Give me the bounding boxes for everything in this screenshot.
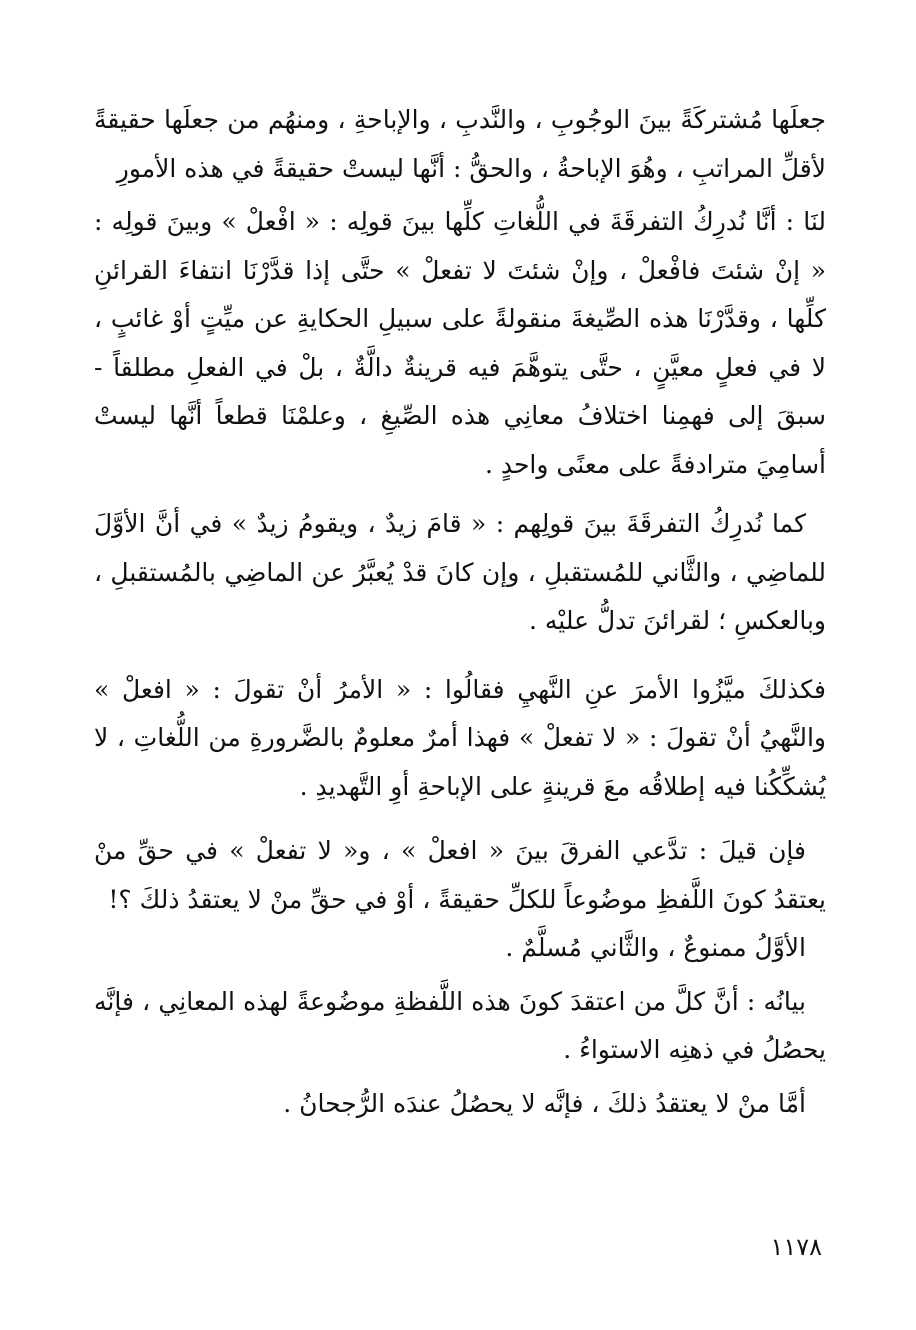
paragraph-7: بيانُه : أنَّ كلَّ من اعتقدَ كونَ هذه اللَّفظةِ موضُوعةً لهذه المعانِي ، فإنَّه يحصُلُ في ذهنِه الاستواءُ . [94,986,826,1064]
paragraph-2: لنَا : أنَّا نُدرِكُ التفرقَةَ في اللُّغاتِ كلِّها بينَ قولِه : « افْعلْ » وبينَ قولِه : « إنْ شئتَ فافْعلْ ، وإنْ شئتَ لا تفعلْ » حتَّى إذا قدَّرْنَا انتفاءَ القرائنِ كلِّها ، وقدَّرْنَا هذه الصِّيغةَ منقولةً على سبيلِ الحكايةِ عن ميِّتٍ أوْ غائبٍ ، لا في فعلٍ معيَّنٍ ، حتَّى يتوهَّمَ فيه قرينةٌ دالَّةٌ ، بلْ في الفعلِ مطلقاً - سبقَ إلى فهمِنا اختلافُ معانِي هذه الصِّيغِ ، وعلمْنَا قطعاً أنَّها ليستْ أسامِيَ مترادفةً على معنًى واحدٍ . [94,207,826,479]
paragraph-4: فكذلكَ ميَّزُوا الأمرَ عنِ النَّهيِ فقالُوا : « الأمرُ أنْ تقولَ : « افعلْ » والنَّهيُ أنْ تقولَ : « لا تفعلْ » فهذا أمرٌ معلومٌ بالضَّرورةِ من اللُّغاتِ ، لا يُشكِّكُنا فيه إطلاقُه معَ قرينةٍ على الإباحةِ أوِ التَّهديدِ . [94,674,826,801]
paragraph-3: كما نُدرِكُ التفرقَةَ بينَ قولِهم : « قامَ زيدٌ ، ويقومُ زيدٌ » في أنَّ الأوَّلَ للماضِي ، والثَّاني للمُستقبلِ ، وإن كانَ قدْ يُعبَّرُ عن الماضِي بالمُستقبلِ ، وبالعكسِ ؛ لقرائنَ تدلُّ عليْه . [94,509,826,635]
page-number: ١١٧٨ [770,1233,822,1261]
paragraph-1: جعلَها مُشتركَةً بينَ الوجُوبِ ، والنَّدبِ ، والإباحةِ ، ومنهُم من جعلَها حقيقةً لأقلِّ المراتبِ ، وهُوَ الإباحةُ ، والحقُّ : أنَّها ليستْ حقيقةً في هذه الأمورِ [94,105,826,183]
paragraph-6: الأوَّلُ ممنوعٌ ، والثَّاني مُسلَّمٌ . [505,933,806,962]
paragraph-8: أمَّا منْ لا يعتقدُ ذلكَ ، فإنَّه لا يحصُلُ عندَه الرُّجحانُ . [283,1088,806,1118]
main-text [94,96,826,1128]
paragraph-5: فإن قيلَ : تدَّعي الفرقَ بينَ « افعلْ » ، و« لا تفعلْ » في حقِّ منْ يعتقدُ كونَ اللَّفظِ موضُوعاً للكلِّ حقيقةً ، أوْ في حقِّ منْ لا يعتقدُ ذلكَ ؟! [94,836,826,914]
